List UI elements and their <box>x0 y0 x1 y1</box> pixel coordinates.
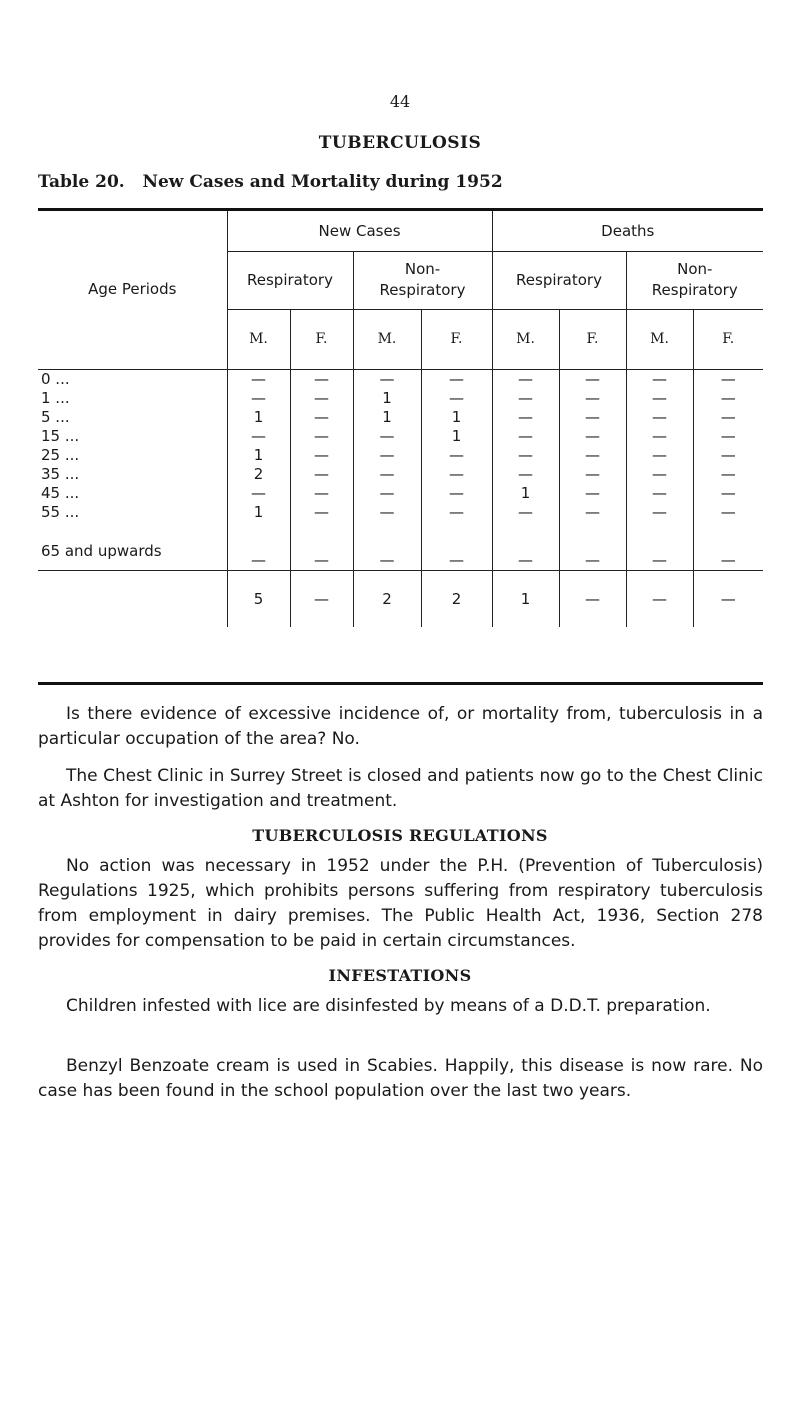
value-cell: — <box>492 446 559 465</box>
value-cell: — <box>492 465 559 484</box>
regulations-paragraph: No action was necessary in 1952 under the P.H. (Prevention of Tuberculosis) Regulations 1925, which prohibits persons suffering from respiratory tuberculosis from employment in dairy premises. The Public Health Act, 1936, Section 278 provides for compensation to be paid in certain circumstances. <box>38 856 763 951</box>
value-cell: — <box>421 484 492 503</box>
value-cell: 1 <box>227 446 290 465</box>
value-cell: — <box>421 503 492 522</box>
value-cell: — <box>559 522 626 571</box>
age-period-cell: 55 ... <box>41 502 80 521</box>
total-cell: — <box>290 570 353 627</box>
sex-header-f: F. <box>421 309 492 369</box>
value-cell: — <box>290 427 353 446</box>
value-cell: 1 <box>227 408 290 427</box>
value-cell: — <box>290 369 353 389</box>
totals-label-cell <box>38 570 227 627</box>
value-cell: — <box>492 503 559 522</box>
value-cell: — <box>290 484 353 503</box>
value-cell: — <box>353 465 421 484</box>
value-cell: — <box>626 484 693 503</box>
value-cell: — <box>693 408 763 427</box>
value-cell: — <box>693 503 763 522</box>
value-cell: — <box>421 446 492 465</box>
value-cell: — <box>626 369 693 389</box>
table-caption: Table 20. New Cases and Mortality during 1952 <box>38 172 503 192</box>
chest-clinic-paragraph: The Chest Clinic in Surrey Street is closed and patients now go to the Chest Clinic at Ashton for investigation and treatment. <box>38 766 763 811</box>
value-cell: — <box>227 522 290 571</box>
value-cell: — <box>421 389 492 408</box>
table-row <box>38 484 763 503</box>
value-cell: — <box>626 389 693 408</box>
value-cell: — <box>290 503 353 522</box>
new-resp-header: Respiratory <box>227 251 353 309</box>
table-row <box>38 408 763 427</box>
age-period-cell: 5 ... <box>41 407 70 426</box>
value-cell: — <box>421 369 492 389</box>
age-periods-header: Age Periods <box>38 211 227 369</box>
age-period-cell: 65 and upwards <box>38 522 227 571</box>
value-cell: — <box>693 446 763 465</box>
value-cell: — <box>559 465 626 484</box>
value-cell: — <box>492 427 559 446</box>
value-cell: — <box>290 465 353 484</box>
value-cell: — <box>693 427 763 446</box>
value-cell: 1 <box>421 427 492 446</box>
regulations-heading: TUBERCULOSIS REGULATIONS <box>252 826 548 845</box>
value-cell: — <box>693 522 763 571</box>
table-row <box>38 446 763 465</box>
sex-header-m: M. <box>227 309 290 369</box>
value-cell: — <box>421 522 492 571</box>
age-period-cell: 0 ... <box>41 369 70 388</box>
total-cell: 1 <box>492 570 559 627</box>
value-cell: — <box>693 369 763 389</box>
value-cell: — <box>227 369 290 389</box>
value-cell: 1 <box>353 389 421 408</box>
table-row <box>38 369 763 389</box>
sex-header-f: F. <box>290 309 353 369</box>
age-period-cell: 15 ... <box>41 426 80 445</box>
value-cell: — <box>290 389 353 408</box>
lice-paragraph: Children infested with lice are disinfested by means of a D.D.T. preparation. <box>66 996 711 1016</box>
value-cell: 2 <box>227 465 290 484</box>
scabies-paragraph: Benzyl Benzoate cream is used in Scabies. Happily, this disease is now rare. No case has been found in the school population over the last two years. <box>38 1056 763 1101</box>
value-cell: — <box>559 503 626 522</box>
value-cell: — <box>290 522 353 571</box>
tuberculosis-cases-table <box>38 211 763 627</box>
age-period-cell: 35 ... <box>41 464 80 483</box>
age-period-cell: 1 ... <box>41 388 70 407</box>
value-cell: — <box>227 484 290 503</box>
value-cell: — <box>353 427 421 446</box>
infestations-heading: INFESTATIONS <box>328 966 472 985</box>
value-cell: — <box>353 484 421 503</box>
page-number: 44 <box>389 92 411 111</box>
value-cell: — <box>559 408 626 427</box>
value-cell: — <box>626 408 693 427</box>
value-cell: — <box>353 369 421 389</box>
value-cell: — <box>492 522 559 571</box>
sex-header-f: F. <box>559 309 626 369</box>
value-cell: — <box>559 446 626 465</box>
total-cell: 2 <box>421 570 492 627</box>
value-cell: — <box>693 484 763 503</box>
table-row <box>38 427 763 446</box>
value-cell: — <box>353 503 421 522</box>
total-cell: 5 <box>227 570 290 627</box>
value-cell: 1 <box>421 408 492 427</box>
value-cell: — <box>693 465 763 484</box>
age-period-cell: 25 ... <box>41 445 80 464</box>
value-cell: — <box>626 465 693 484</box>
value-cell: — <box>559 389 626 408</box>
value-cell: — <box>227 427 290 446</box>
value-cell: — <box>353 446 421 465</box>
total-cell: — <box>559 570 626 627</box>
value-cell: — <box>492 389 559 408</box>
value-cell: — <box>626 427 693 446</box>
value-cell: — <box>559 484 626 503</box>
table-row <box>38 522 763 571</box>
value-cell: 1 <box>492 484 559 503</box>
value-cell: — <box>492 369 559 389</box>
value-cell: — <box>492 408 559 427</box>
value-cell: 1 <box>353 408 421 427</box>
value-cell: — <box>626 522 693 571</box>
value-cell: — <box>693 389 763 408</box>
death-resp-header: Respiratory <box>492 251 626 309</box>
value-cell: — <box>626 503 693 522</box>
totals-row <box>38 570 763 627</box>
value-cell: — <box>290 408 353 427</box>
sex-header-m: M. <box>492 309 559 369</box>
value-cell: — <box>421 465 492 484</box>
value-cell: — <box>227 389 290 408</box>
death-nonresp-header: Non- Respiratory <box>626 251 763 309</box>
total-cell: — <box>693 570 763 627</box>
value-cell: — <box>290 446 353 465</box>
new-cases-header: New Cases <box>227 211 492 251</box>
table-row <box>38 465 763 484</box>
sex-header-m: M. <box>353 309 421 369</box>
deaths-header: Deaths <box>492 211 763 251</box>
page-title: TUBERCULOSIS <box>318 133 482 153</box>
new-nonresp-header: Non- Respiratory <box>353 251 492 309</box>
value-cell: 1 <box>227 503 290 522</box>
table-row <box>38 503 763 522</box>
table-row <box>38 389 763 408</box>
occupation-question-paragraph: Is there evidence of excessive incidence of, or mortality from, tuberculosis in a particular occupation of the area? No. <box>38 704 763 749</box>
value-cell: — <box>626 446 693 465</box>
age-period-cell: 45 ... <box>41 483 80 502</box>
total-cell: 2 <box>353 570 421 627</box>
value-cell: — <box>353 522 421 571</box>
table-bottom-rule <box>38 682 763 685</box>
total-cell: — <box>626 570 693 627</box>
sex-header-f: F. <box>693 309 763 369</box>
value-cell: — <box>559 427 626 446</box>
sex-header-m: M. <box>626 309 693 369</box>
value-cell: — <box>559 369 626 389</box>
